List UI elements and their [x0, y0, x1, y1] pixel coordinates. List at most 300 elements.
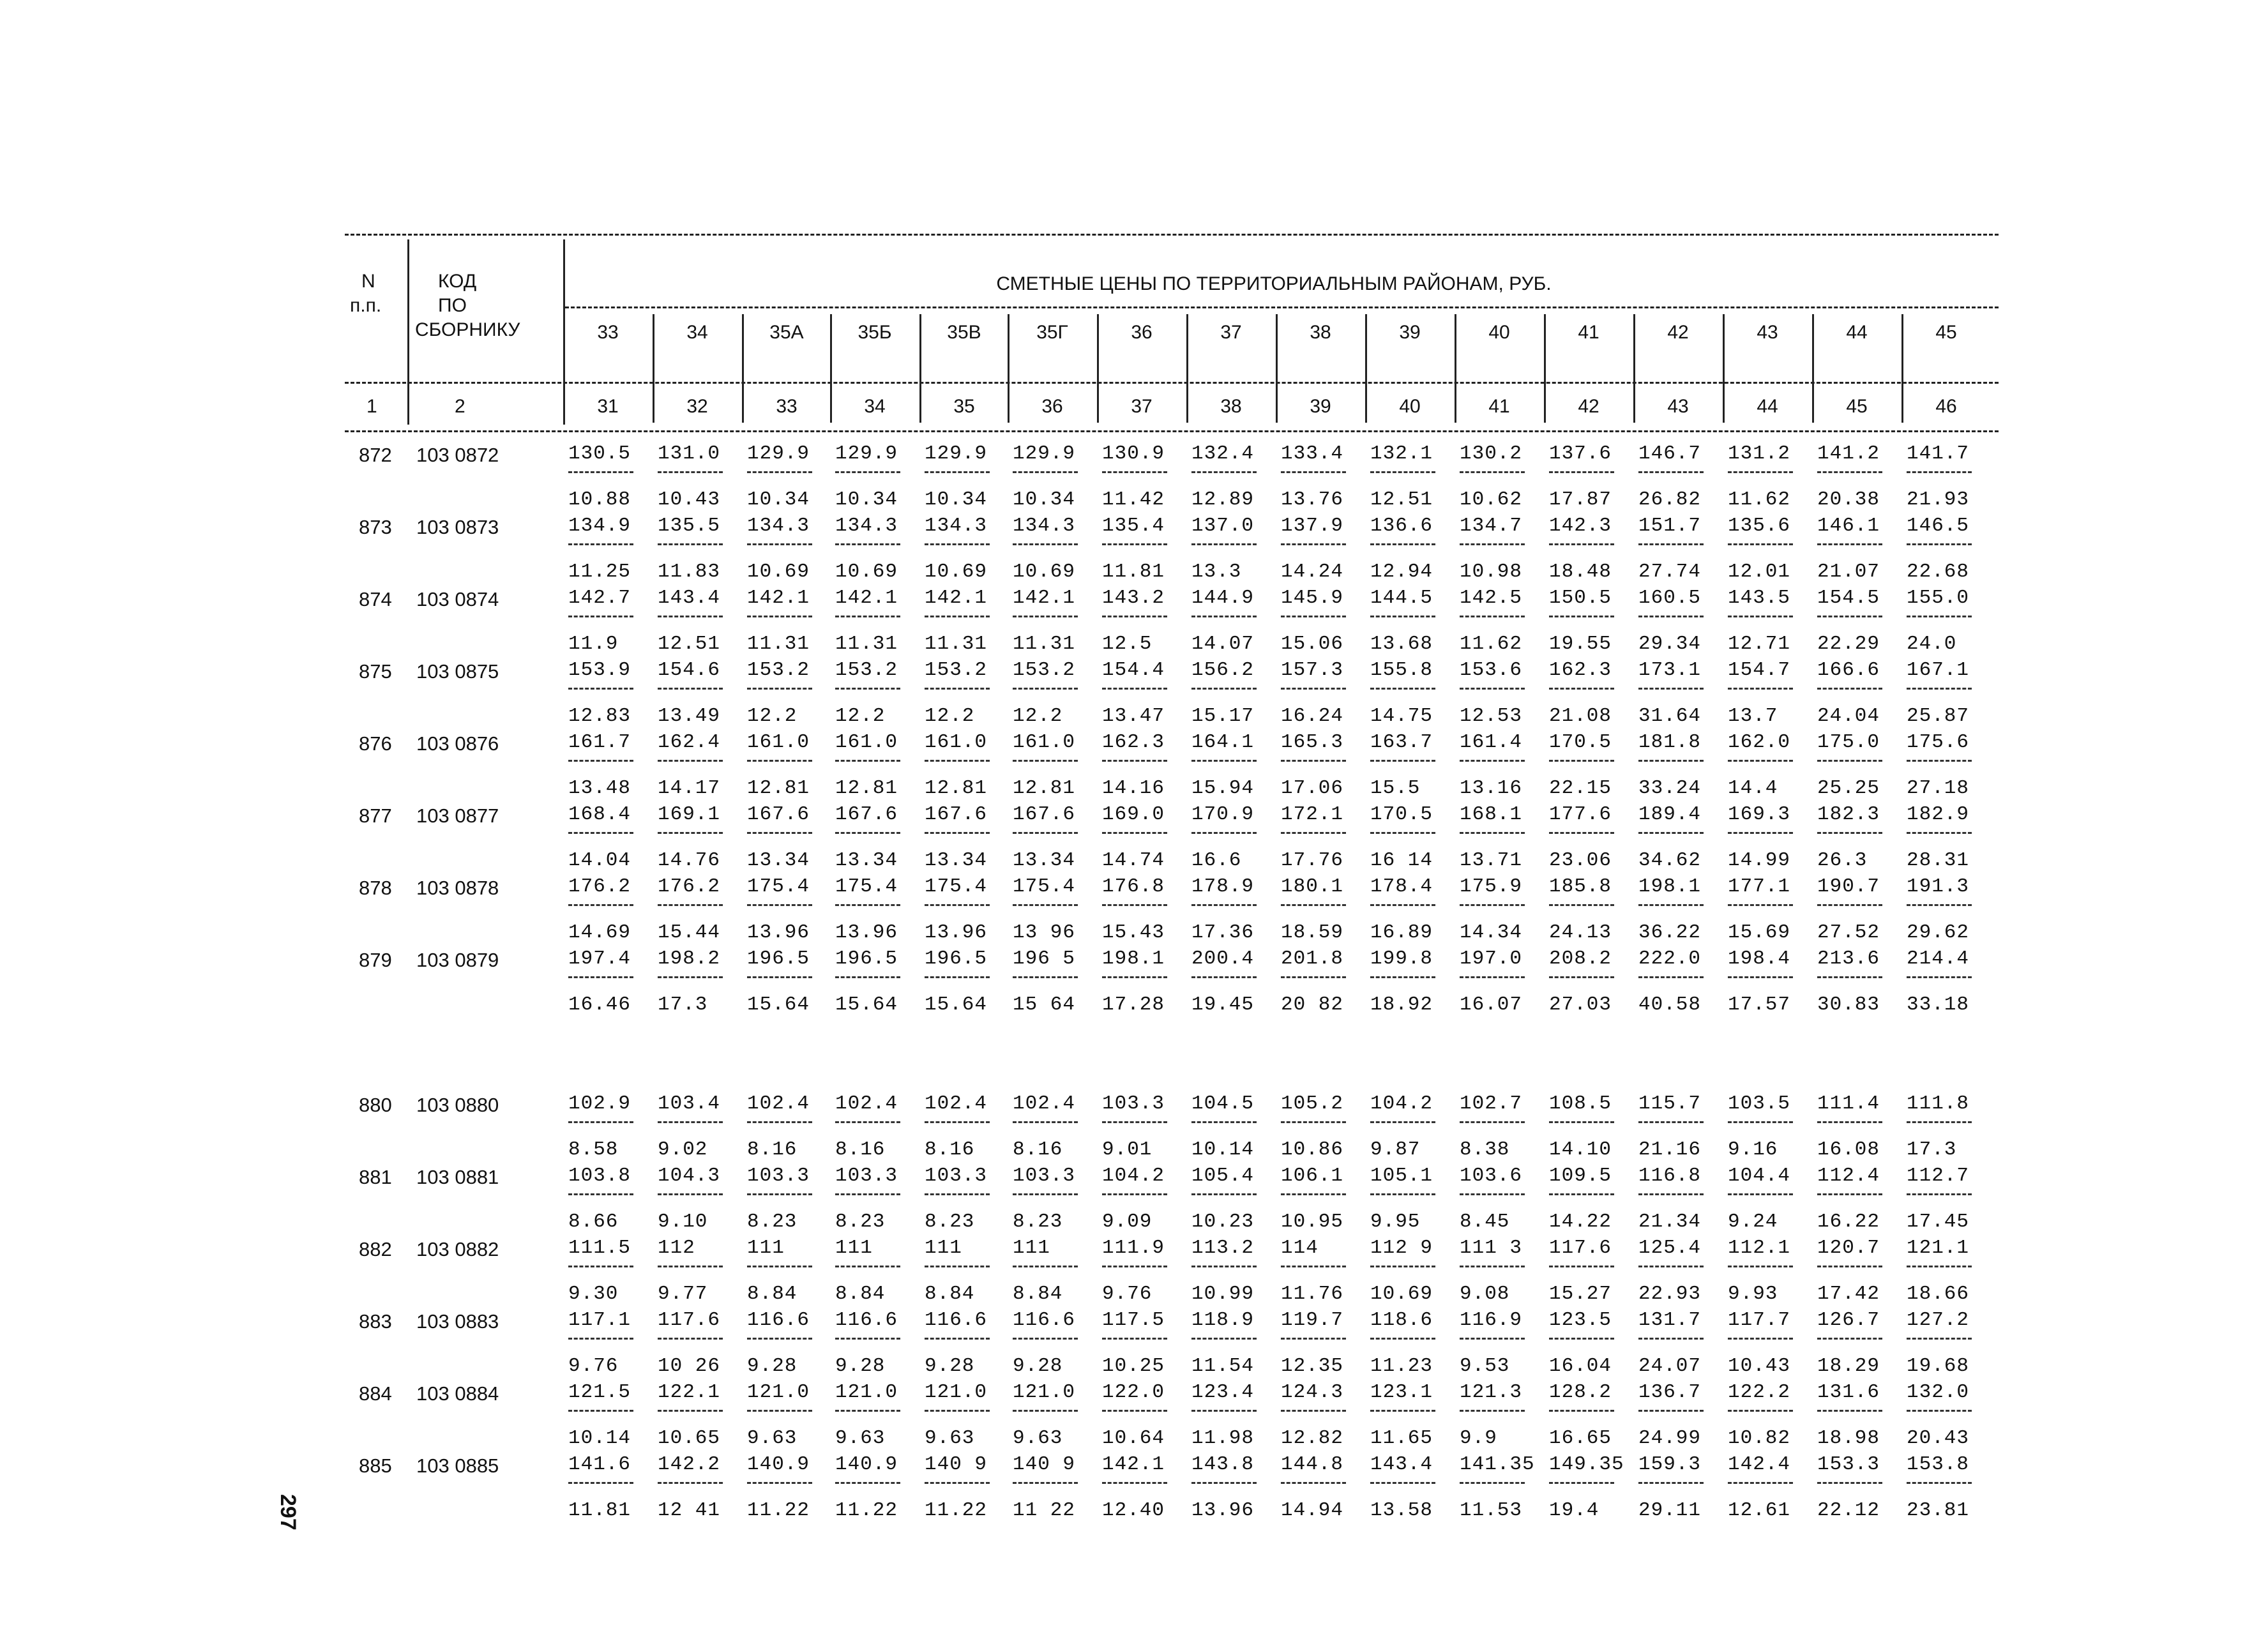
price-total: 119.7 [1281, 1309, 1344, 1331]
price-wages: 16.65 [1549, 1427, 1612, 1449]
price-wages: 18.59 [1281, 921, 1344, 944]
fraction-dash [1191, 904, 1257, 906]
price-total: 126.7 [1817, 1309, 1880, 1331]
price-total: 121.0 [925, 1381, 988, 1403]
price-wages: 16 14 [1370, 849, 1433, 872]
price-wages: 22.15 [1549, 777, 1612, 799]
column-number: 44 [1757, 396, 1778, 417]
fraction-dash [1102, 976, 1167, 978]
fraction-dash [1728, 616, 1793, 617]
fraction-dash [1817, 688, 1882, 690]
price-wages: 13.96 [925, 921, 988, 944]
price-wages: 10.43 [1728, 1355, 1791, 1377]
fraction-dash [1102, 471, 1167, 473]
price-wages: 8.23 [1013, 1211, 1063, 1233]
district-divider [1097, 314, 1099, 423]
fraction-dash [1817, 1121, 1882, 1123]
fraction-dash [1102, 760, 1167, 762]
price-wages: 11.31 [925, 633, 988, 655]
district-divider [1633, 314, 1635, 423]
price-total: 150.5 [1549, 587, 1612, 609]
fraction-dash [925, 1121, 990, 1123]
fraction-dash [1817, 1266, 1882, 1267]
price-total: 116.6 [1013, 1309, 1076, 1331]
price-wages: 9.76 [1102, 1283, 1153, 1305]
price-total: 144.8 [1281, 1453, 1344, 1476]
price-total: 142.7 [568, 587, 631, 609]
price-wages: 16.07 [1460, 994, 1523, 1016]
price-wages: 11.9 [568, 633, 619, 655]
price-wages: 17.28 [1102, 994, 1165, 1016]
price-wages: 10.98 [1460, 561, 1523, 583]
price-total: 169.3 [1728, 803, 1791, 826]
price-wages: 9.08 [1460, 1283, 1510, 1305]
price-total: 170.9 [1191, 803, 1255, 826]
fraction-dash [925, 1193, 990, 1195]
price-total: 196 5 [1013, 948, 1076, 970]
price-wages: 12.94 [1370, 561, 1433, 583]
price-total: 134.3 [835, 515, 898, 537]
price-total: 163.7 [1370, 731, 1433, 753]
price-total: 164.1 [1191, 731, 1255, 753]
fraction-dash [1013, 1338, 1078, 1340]
fraction-dash [1817, 471, 1882, 473]
price-wages: 13.34 [835, 849, 898, 872]
fraction-dash [1370, 904, 1435, 906]
fraction-dash [1281, 760, 1346, 762]
price-total: 175.4 [1013, 875, 1076, 898]
fraction-dash [1370, 471, 1435, 473]
price-total: 111.4 [1817, 1092, 1880, 1115]
price-total: 129.9 [925, 442, 988, 465]
price-total: 154.6 [658, 659, 721, 681]
price-total: 102.7 [1460, 1092, 1523, 1115]
fraction-dash [1907, 1193, 1972, 1195]
price-total: 198.2 [658, 948, 721, 970]
price-total: 103.4 [658, 1092, 721, 1115]
district-divider [1008, 314, 1009, 423]
price-wages: 12 41 [658, 1499, 721, 1522]
fraction-dash [1191, 543, 1257, 545]
price-wages: 14.16 [1102, 777, 1165, 799]
price-total: 175.4 [747, 875, 810, 898]
fraction-dash [1638, 1482, 1704, 1484]
fraction-dash [1638, 976, 1704, 978]
fraction-dash [1728, 1482, 1793, 1484]
fraction-dash [747, 1482, 812, 1484]
price-wages: 13.58 [1370, 1499, 1433, 1522]
fraction-dash [1013, 543, 1078, 545]
district-header: 42 [1667, 322, 1689, 343]
price-wages: 18.66 [1907, 1283, 1970, 1305]
fraction-dash [568, 976, 633, 978]
fraction-dash [1728, 904, 1793, 906]
fraction-dash [1817, 976, 1882, 978]
price-total: 154.4 [1102, 659, 1165, 681]
price-total: 111 [925, 1237, 962, 1259]
price-total: 117.6 [658, 1309, 721, 1331]
fraction-dash [747, 904, 812, 906]
price-wages: 15.44 [658, 921, 721, 944]
price-total: 111 [747, 1237, 785, 1259]
district-divider [742, 314, 744, 423]
fraction-dash [925, 976, 990, 978]
price-total: 104.2 [1102, 1165, 1165, 1187]
colnum-1: 1 [367, 396, 377, 417]
price-total: 168.4 [568, 803, 631, 826]
price-total: 121.0 [1013, 1381, 1076, 1403]
fraction-dash [568, 688, 633, 690]
price-total: 141.35 [1460, 1453, 1535, 1476]
price-wages: 14.99 [1728, 849, 1791, 872]
price-total: 177.6 [1549, 803, 1612, 826]
fraction-dash [1638, 1193, 1704, 1195]
fraction-dash [1549, 976, 1614, 978]
price-wages: 15.43 [1102, 921, 1165, 944]
district-header: 43 [1757, 322, 1778, 343]
district-divider [1365, 314, 1367, 423]
district-divider [653, 314, 654, 423]
price-total: 167.6 [835, 803, 898, 826]
price-total: 140 9 [1013, 1453, 1076, 1476]
fraction-dash [1460, 1410, 1525, 1412]
fraction-dash [1370, 1410, 1435, 1412]
fraction-dash [1907, 688, 1972, 690]
fraction-dash [1817, 543, 1882, 545]
price-wages: 13 96 [1013, 921, 1076, 944]
price-total: 143.4 [1370, 1453, 1433, 1476]
fraction-dash [1907, 904, 1972, 906]
fraction-dash [568, 1121, 633, 1123]
fraction-dash [1460, 688, 1525, 690]
price-total: 153.2 [747, 659, 810, 681]
price-wages: 9.53 [1460, 1355, 1510, 1377]
fraction-dash [1370, 976, 1435, 978]
price-wages: 8.84 [747, 1283, 798, 1305]
fraction-dash [1638, 1410, 1704, 1412]
price-total: 116.6 [747, 1309, 810, 1331]
price-wages: 14.75 [1370, 705, 1433, 727]
price-wages: 17.36 [1191, 921, 1255, 944]
price-wages: 25.25 [1817, 777, 1880, 799]
price-wages: 13.96 [835, 921, 898, 944]
price-total: 114 [1281, 1237, 1319, 1259]
fraction-dash [835, 543, 900, 545]
price-wages: 8.23 [747, 1211, 798, 1233]
price-wages: 11.62 [1460, 633, 1523, 655]
price-wages: 12.2 [835, 705, 886, 727]
fraction-dash [1460, 1266, 1525, 1267]
fraction-dash [835, 904, 900, 906]
price-total: 143.5 [1728, 587, 1791, 609]
fraction-dash [925, 1410, 990, 1412]
fraction-dash [1281, 1121, 1346, 1123]
fraction-dash [1549, 832, 1614, 834]
row-number: 872 [359, 444, 392, 466]
district-divider [1723, 314, 1725, 423]
price-wages: 9.28 [747, 1355, 798, 1377]
fraction-dash [835, 471, 900, 473]
fraction-dash [1013, 760, 1078, 762]
price-total: 176.2 [658, 875, 721, 898]
fraction-dash [568, 1482, 633, 1484]
fraction-dash [747, 1121, 812, 1123]
fraction-dash [925, 1482, 990, 1484]
price-wages: 16.6 [1191, 849, 1242, 872]
fraction-dash [1013, 1266, 1078, 1267]
fraction-dash [568, 904, 633, 906]
fraction-dash [1460, 832, 1525, 834]
price-wages: 11.81 [1102, 561, 1165, 583]
fraction-dash [1907, 832, 1972, 834]
fraction-dash [1013, 904, 1078, 906]
price-wages: 17.45 [1907, 1211, 1970, 1233]
price-total: 170.5 [1370, 803, 1433, 826]
header-bottom-rule [345, 430, 1999, 432]
price-wages: 8.16 [835, 1138, 886, 1161]
price-total: 130.5 [568, 442, 631, 465]
fraction-dash [1728, 1193, 1793, 1195]
price-total: 112.1 [1728, 1237, 1791, 1259]
price-total: 200.4 [1191, 948, 1255, 970]
fraction-dash [658, 904, 723, 906]
price-wages: 13.71 [1460, 849, 1523, 872]
fraction-dash [568, 1266, 633, 1267]
price-total: 134.9 [568, 515, 631, 537]
column-number: 41 [1488, 396, 1510, 417]
price-total: 134.3 [747, 515, 810, 537]
price-total: 161.0 [747, 731, 810, 753]
fraction-dash [1013, 1193, 1078, 1195]
price-total: 146.5 [1907, 515, 1970, 537]
price-total: 137.0 [1191, 515, 1255, 537]
price-total: 153.2 [1013, 659, 1076, 681]
price-total: 104.2 [1370, 1092, 1433, 1115]
price-wages: 12.61 [1728, 1499, 1791, 1522]
price-total: 130.2 [1460, 442, 1523, 465]
fraction-dash [1281, 543, 1346, 545]
fraction-dash [568, 616, 633, 617]
price-total: 201.8 [1281, 948, 1344, 970]
price-wages: 16.89 [1370, 921, 1433, 944]
row-code: 103 0882 [416, 1238, 499, 1260]
district-divider [919, 314, 921, 423]
price-wages: 16.46 [568, 994, 631, 1016]
price-total: 118.6 [1370, 1309, 1433, 1331]
price-total: 149.35 [1549, 1453, 1624, 1476]
fraction-dash [1102, 1193, 1167, 1195]
price-total: 153.2 [835, 659, 898, 681]
price-wages: 9.9 [1460, 1427, 1497, 1449]
price-total: 151.7 [1638, 515, 1702, 537]
fraction-dash [835, 616, 900, 617]
fraction-dash [1281, 1338, 1346, 1340]
price-wages: 33.18 [1907, 994, 1970, 1016]
price-total: 165.3 [1281, 731, 1344, 753]
np-label-1: N [361, 271, 375, 292]
fraction-dash [925, 1266, 990, 1267]
row-number: 879 [359, 949, 392, 971]
fraction-dash [835, 1482, 900, 1484]
price-wages: 23.06 [1549, 849, 1612, 872]
price-wages: 18.48 [1549, 561, 1612, 583]
price-total: 145.9 [1281, 587, 1344, 609]
price-wages: 17.3 [1907, 1138, 1957, 1161]
fraction-dash [925, 688, 990, 690]
price-total: 112 [658, 1237, 695, 1259]
column-number: 45 [1846, 396, 1868, 417]
price-total: 196.5 [747, 948, 810, 970]
price-wages: 12.89 [1191, 488, 1255, 511]
price-total: 182.3 [1817, 803, 1880, 826]
price-wages: 18.92 [1370, 994, 1433, 1016]
fraction-dash [1460, 616, 1525, 617]
price-total: 111 3 [1460, 1237, 1523, 1259]
fraction-dash [658, 616, 723, 617]
fraction-dash [1281, 1482, 1346, 1484]
fraction-dash [747, 1193, 812, 1195]
district-header: 36 [1131, 322, 1153, 343]
price-total: 135.5 [658, 515, 721, 537]
price-wages: 10.14 [568, 1427, 631, 1449]
price-total: 161.7 [568, 731, 631, 753]
price-wages: 9.28 [835, 1355, 886, 1377]
price-wages: 11.81 [568, 1499, 631, 1522]
fraction-dash [747, 1266, 812, 1267]
price-total: 222.0 [1638, 948, 1702, 970]
price-wages: 13.96 [1191, 1499, 1255, 1522]
fraction-dash [835, 1410, 900, 1412]
price-wages: 11.62 [1728, 488, 1791, 511]
fraction-dash [747, 760, 812, 762]
fraction-dash [1102, 832, 1167, 834]
fraction-dash [1281, 616, 1346, 617]
price-wages: 24.07 [1638, 1355, 1702, 1377]
fraction-dash [1370, 1121, 1435, 1123]
price-wages: 9.63 [925, 1427, 975, 1449]
price-total: 137.9 [1281, 515, 1344, 537]
price-total: 169.0 [1102, 803, 1165, 826]
price-wages: 10.69 [747, 561, 810, 583]
price-wages: 9.93 [1728, 1283, 1778, 1305]
price-wages: 10.43 [658, 488, 721, 511]
fraction-dash [1102, 616, 1167, 617]
price-wages: 11.31 [835, 633, 898, 655]
price-wages: 17.76 [1281, 849, 1344, 872]
price-wages: 21.07 [1817, 561, 1880, 583]
price-wages: 19.68 [1907, 1355, 1970, 1377]
fraction-dash [1549, 543, 1614, 545]
price-wages: 27.18 [1907, 777, 1970, 799]
price-wages: 8.45 [1460, 1211, 1510, 1233]
price-wages: 21.34 [1638, 1211, 1702, 1233]
price-wages: 12.71 [1728, 633, 1791, 655]
price-wages: 8.38 [1460, 1138, 1510, 1161]
price-total: 142.1 [925, 587, 988, 609]
district-header: 33 [597, 322, 619, 343]
fraction-dash [1817, 904, 1882, 906]
price-total: 123.4 [1191, 1381, 1255, 1403]
price-wages: 12.2 [925, 705, 975, 727]
price-wages: 10.34 [835, 488, 898, 511]
fraction-dash [1638, 616, 1704, 617]
price-total: 173.1 [1638, 659, 1702, 681]
row-code: 103 0873 [416, 516, 499, 538]
fraction-dash [1728, 976, 1793, 978]
price-wages: 24.04 [1817, 705, 1880, 727]
fraction-dash [1370, 760, 1435, 762]
price-wages: 11.65 [1370, 1427, 1433, 1449]
price-total: 103.3 [1013, 1165, 1076, 1187]
price-wages: 9.09 [1102, 1211, 1153, 1233]
price-wages: 8.84 [925, 1283, 975, 1305]
price-total: 117.7 [1728, 1309, 1791, 1331]
price-total: 103.8 [568, 1165, 631, 1187]
price-total: 198.1 [1102, 948, 1165, 970]
price-total: 115.7 [1638, 1092, 1702, 1115]
price-total: 213.6 [1817, 948, 1880, 970]
price-total: 162.3 [1102, 731, 1165, 753]
price-total: 190.7 [1817, 875, 1880, 898]
header-divider-np [407, 239, 409, 425]
fraction-dash [1191, 976, 1257, 978]
price-total: 175.6 [1907, 731, 1970, 753]
price-wages: 13.34 [747, 849, 810, 872]
fraction-dash [658, 1338, 723, 1340]
price-total: 111.9 [1102, 1237, 1165, 1259]
price-total: 129.9 [835, 442, 898, 465]
column-number: 42 [1578, 396, 1599, 417]
price-total: 124.3 [1281, 1381, 1344, 1403]
price-wages: 10.34 [747, 488, 810, 511]
price-wages: 12.40 [1102, 1499, 1165, 1522]
fraction-dash [1728, 688, 1793, 690]
price-wages: 8.66 [568, 1211, 619, 1233]
price-wages: 15.69 [1728, 921, 1791, 944]
fraction-dash [1638, 688, 1704, 690]
row-code: 103 0885 [416, 1455, 499, 1477]
fraction-dash [658, 976, 723, 978]
price-total: 136.6 [1370, 515, 1433, 537]
fraction-dash [1370, 1193, 1435, 1195]
price-total: 111.8 [1907, 1092, 1970, 1115]
price-wages: 9.63 [835, 1427, 886, 1449]
price-wages: 15.27 [1549, 1283, 1612, 1305]
price-total: 128.2 [1549, 1381, 1612, 1403]
price-total: 105.2 [1281, 1092, 1344, 1115]
district-header: 37 [1220, 322, 1242, 343]
price-wages: 8.16 [925, 1138, 975, 1161]
price-wages: 25.87 [1907, 705, 1970, 727]
fraction-dash [925, 543, 990, 545]
price-total: 167.6 [1013, 803, 1076, 826]
price-wages: 12.81 [835, 777, 898, 799]
price-wages: 10.95 [1281, 1211, 1344, 1233]
fraction-dash [1728, 471, 1793, 473]
price-total: 103.3 [1102, 1092, 1165, 1115]
fraction-dash [1370, 1482, 1435, 1484]
price-total: 109.5 [1549, 1165, 1612, 1187]
fraction-dash [1102, 1121, 1167, 1123]
price-wages: 31.64 [1638, 705, 1702, 727]
price-total: 134.3 [1013, 515, 1076, 537]
district-divider [1901, 314, 1903, 423]
district-header-rule [565, 306, 1999, 308]
row-number: 882 [359, 1238, 392, 1260]
price-total: 142.4 [1728, 1453, 1791, 1476]
fraction-dash [658, 1121, 723, 1123]
price-wages: 13.96 [747, 921, 810, 944]
